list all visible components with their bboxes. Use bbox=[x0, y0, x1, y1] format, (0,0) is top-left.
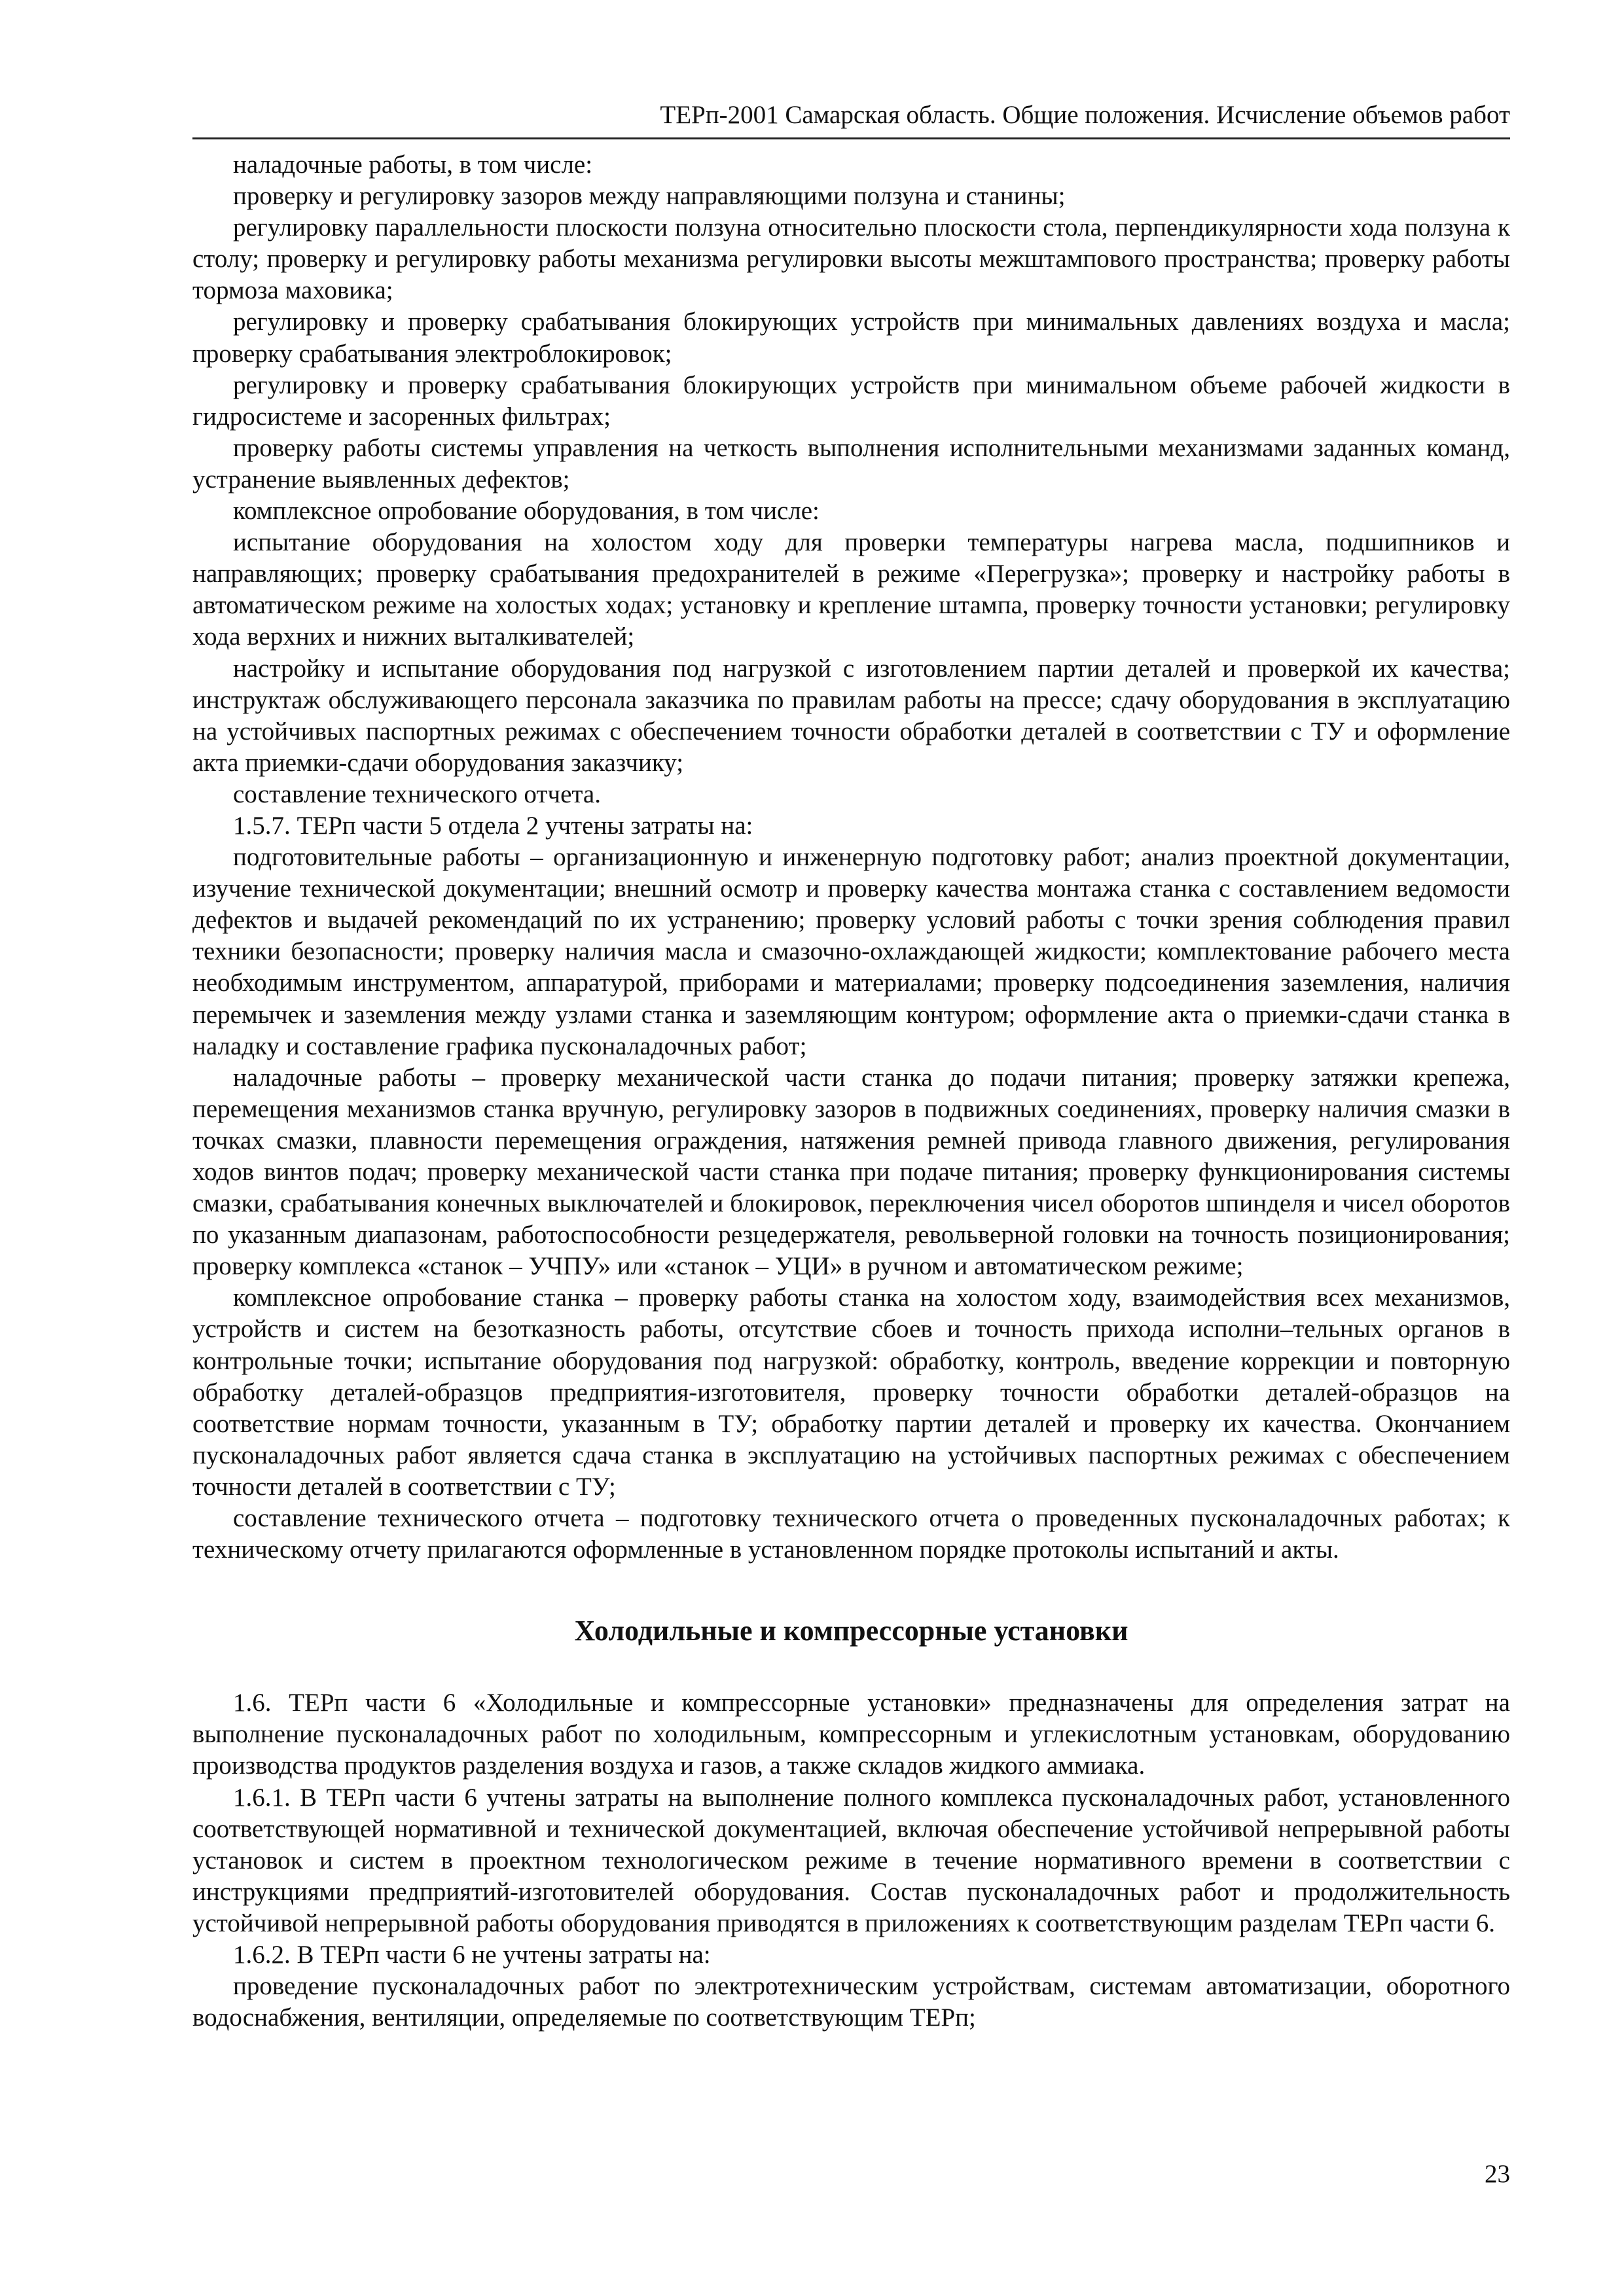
paragraph: 1.6.2. В ТЕРп части 6 не учтены затраты на: bbox=[233, 1940, 711, 1969]
paragraph: проверку и регулировку зазоров между направляющими ползуна и станины; bbox=[233, 182, 1066, 211]
page-body bbox=[192, 149, 1510, 2034]
paragraph: 1.5.7. ТЕРп части 5 отдела 2 учтены затраты на: bbox=[233, 811, 753, 840]
paragraph: составление технического отчета. bbox=[233, 780, 601, 808]
running-title: ТЕРп-2001 Самарская область. Общие положения. Исчисление объемов работ bbox=[660, 101, 1510, 129]
paragraph: 1.6. ТЕРп части 6 «Холодильные и компрессорные установки» предназначены для определения затрат на выполнение пусконаладочных работ по холодильным, компрессорным и углекислотным установкам, оборудованию производства продуктов разделения воздуха и газов, а также складов жидкого аммиака. bbox=[192, 1689, 1510, 1780]
paragraph: регулировку и проверку срабатывания блокирующих устройств при минимальных давлениях воздуха и масла; проверку срабатывания электроблокировок; bbox=[192, 308, 1510, 368]
paragraph: регулировку параллельности плоскости ползуна относительно плоскости стола, перпендикулярности хода ползуна к столу; проверку и регулировку работы механизма регулировки высоты межштампового пространства; проверку работы тормоза маховика; bbox=[192, 213, 1510, 305]
paragraph: проведение пусконаладочных работ по электротехническим устройствам, системам автоматизации, оборотного водоснабжения, вентиляции, определяемые по соответствующим ТЕРп; bbox=[192, 1972, 1510, 2032]
paragraph: комплексное опробование оборудования, в том числе: bbox=[233, 497, 820, 526]
paragraph: подготовительные работы – организационную и инженерную подготовку работ; анализ проектной документации, изучение технической документации; внешний осмотр и проверку качества монтажа станка с составлением ведомости дефектов и выдачей рекомендаций по их устранению; проверку условий работы с точки зрения соблюдения правил техники безопасности; проверку наличия масла и смазочно-охлаждающей жидкости; комплектование рабочего места необходимым инструментом, аппаратурой, приборами и материалами; проверку подсоединения заземления, наличия перемычек и заземления между узлами станка и заземляющим контуром; оформление акта о приемки-сдачи станка в наладку и составление графика пусконаладочных работ; bbox=[192, 843, 1510, 1060]
paragraph: испытание оборудования на холостом ходу для проверки температуры нагрева масла, подшипников и направляющих; проверку срабатывания предохранителей в режиме «Перегрузка»; проверку и настройку работы в автоматическом режиме на холостых ходах; установку и крепление штампа, проверку точности установки; регулировку хода верхних и нижних выталкивателей; bbox=[192, 528, 1510, 651]
paragraph: наладочные работы, в том числе: bbox=[233, 151, 593, 179]
section-heading: Холодильные и компрессорные установки bbox=[574, 1615, 1128, 1647]
paragraph: составление технического отчета – подготовку технического отчета о проведенных пусконаладочных работах; к техническому отчету прилагаются оформленные в установленном порядке протоколы испытаний и акты. bbox=[192, 1504, 1510, 1564]
paragraph: комплексное опробование станка – проверку работы станка на холостом ходу, взаимодействия всех механизмов, устройств и систем на безотказность работы, отсутствие сбоев и точность прихода исполни–тельных органов в контрольные точки; испытание оборудования под нагрузкой: обработку, контроль, введение коррекции и повторную обработку деталей-образцов предприятия-изготовителя, проверку точности обработки деталей-образцов на соответствие нормам точности, указанным в ТУ; обработку партии деталей и проверку их качества. Окончанием пусконаладочных работ является сдача станка в эксплуатацию на устойчивых паспортных режимах с обеспечением точности деталей в соответствии с ТУ; bbox=[192, 1283, 1510, 1501]
paragraph: проверку работы системы управления на четкость выполнения исполнительными механизмами заданных команд, устранение выявленных дефектов; bbox=[192, 433, 1510, 493]
page-number: 23 bbox=[1485, 2160, 1510, 2188]
paragraph: настройку и испытание оборудования под нагрузкой с изготовлением партии деталей и проверкой их качества; инструктаж обслуживающего персонала заказчика по правилам работы на прессе; сдачу оборудования в эксплуатацию на устойчивых паспортных режимах с обеспечением точности обработки деталей в соответствии с ТУ и оформление акта приемки-сдачи оборудования заказчику; bbox=[192, 654, 1510, 777]
paragraph: регулировку и проверку срабатывания блокирующих устройств при минимальном объеме рабочей жидкости в гидросистеме и засоренных фильтрах; bbox=[192, 370, 1510, 431]
paragraph: наладочные работы – проверку механической части станка до подачи питания; проверку затяжки крепежа, перемещения механизмов станка вручную, регулировку зазоров в подвижных соединениях, проверку наличия смазки в точках смазки, плавности перемещения ограждения, натяжения ремней привода главного движения, регулирования ходов винтов подач; проверку механической части станка при подаче питания; проверку функционирования системы смазки, срабатывания конечных выключателей и блокировок, переключения чисел оборотов шпинделя и чисел оборотов по указанным диапазонам, работоспособности резцедержателя, револьверной головки на точность позиционирования; проверку комплекса «станок – УЧПУ» или «станок – УЦИ» в ручном и автоматическом режиме; bbox=[192, 1063, 1510, 1281]
paragraph: 1.6.1. В ТЕРп части 6 учтены затраты на выполнение полного комплекса пусконаладочных работ, установленного соответствующей нормативной и технической документацией, включая обеспечение устойчивой непрерывной работы установок и систем в проектном технологическом режиме в течение нормативного времени в соответствии с инструкциями предприятий-изготовителей оборудования. Состав пусконаладочных работ и продолжительность устойчивой непрерывной работы оборудования приводятся в приложениях к соответствующим разделам ТЕРп части 6. bbox=[192, 1783, 1510, 1937]
running-header bbox=[192, 98, 1510, 139]
